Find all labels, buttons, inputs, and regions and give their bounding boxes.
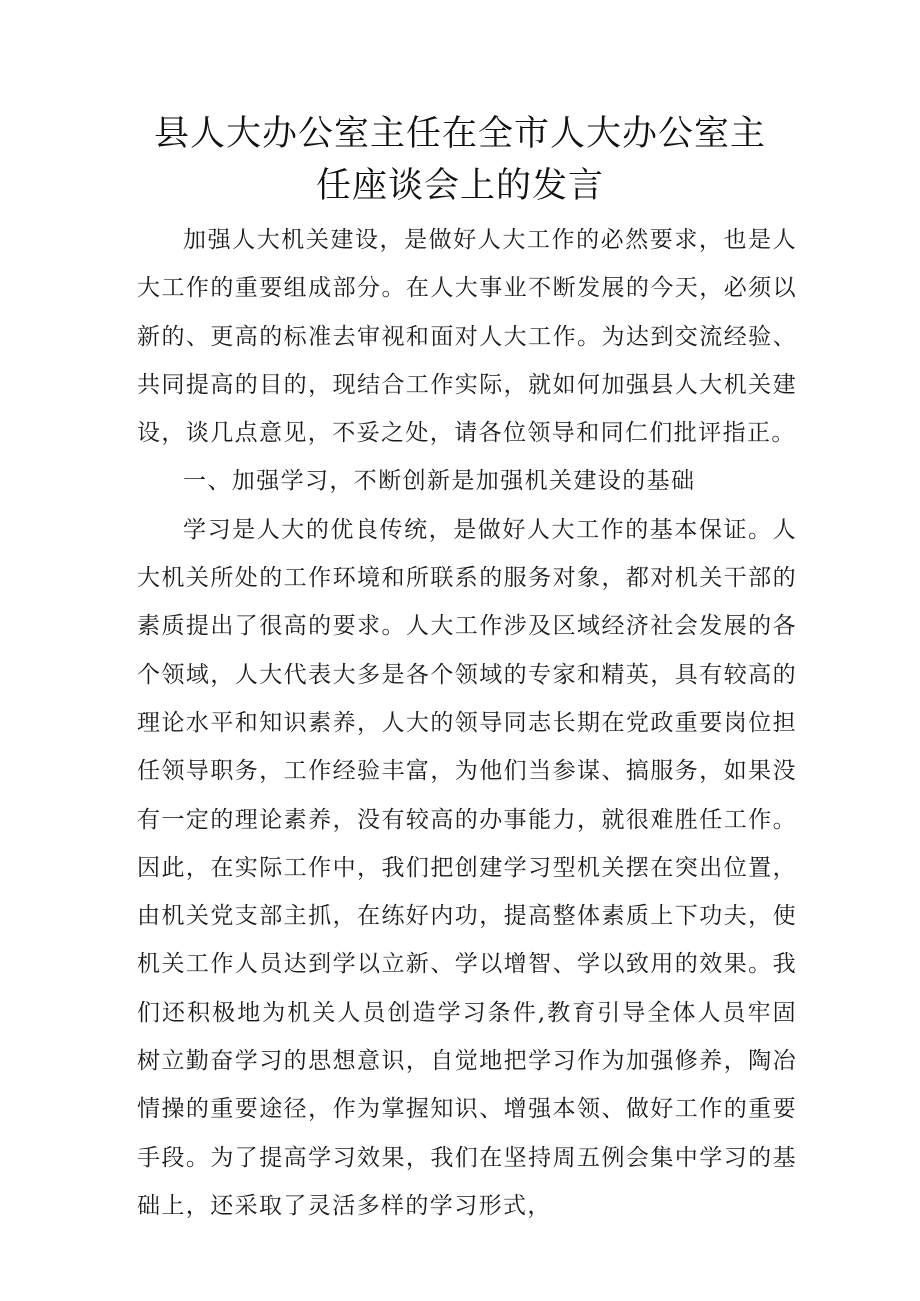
- title-line-1: 县人大办公室主任在全市人大办公室主: [153, 114, 766, 154]
- paragraph-section-1: 学习是人大的优良传统，是做好人大工作的基本保证。人大机关所处的工作环境和所联系的服务对象，都对机关干部的素质提出了很高的要求。人大工作涉及区域经济社会发展的各个领域，人大代表大多是各个领域的专家和精英，具有较高的理论水平和知识素养，人大的领导同志长期在党政重要岗位担任领导职务，工作经验丰富，为他们当参谋、搞服务，如果没有一定的理论素养，没有较高的办事能力，就很难胜任工作。因此，在实际工作中，我们把创建学习型机关摆在突出位置，由机关党支部主抓，在练好内功，提高整体素质上下功夫，使机关工作人员达到学以立新、学以增智、学以致用的效果。我们还积极地为机关人员创造学习条件,教育引导全体人员牢固树立勤奋学习的思想意识，自觉地把学习作为加强修养，陶冶情操的重要途径，作为掌握知识、增强本领、做好工作的重要手段。为了提高学习效果，我们在坚持周五例会集中学习的基础上，还采取了灵活多样的学习形式，: [137, 516, 797, 1219]
- document-body: [137, 216, 797, 1230]
- title-line-2: 任座谈会上的发言: [315, 166, 604, 206]
- document-title: [100, 108, 820, 212]
- paragraph-intro: 加强人大机关建设，是做好人大工作的必然要求，也是人大工作的重要组成部分。在人大事业不断发展的今天，必须以新的、更高的标准去审视和面对人大工作。为达到交流经验、共同提高的目的，现结合工作实际，就如何加强县人大机关建设，谈几点意见，不妥之处，请各位领导和同仁们批评指正。: [137, 227, 797, 447]
- section-heading-1: 一、加强学习，不断创新是加强机关建设的基础: [183, 468, 696, 495]
